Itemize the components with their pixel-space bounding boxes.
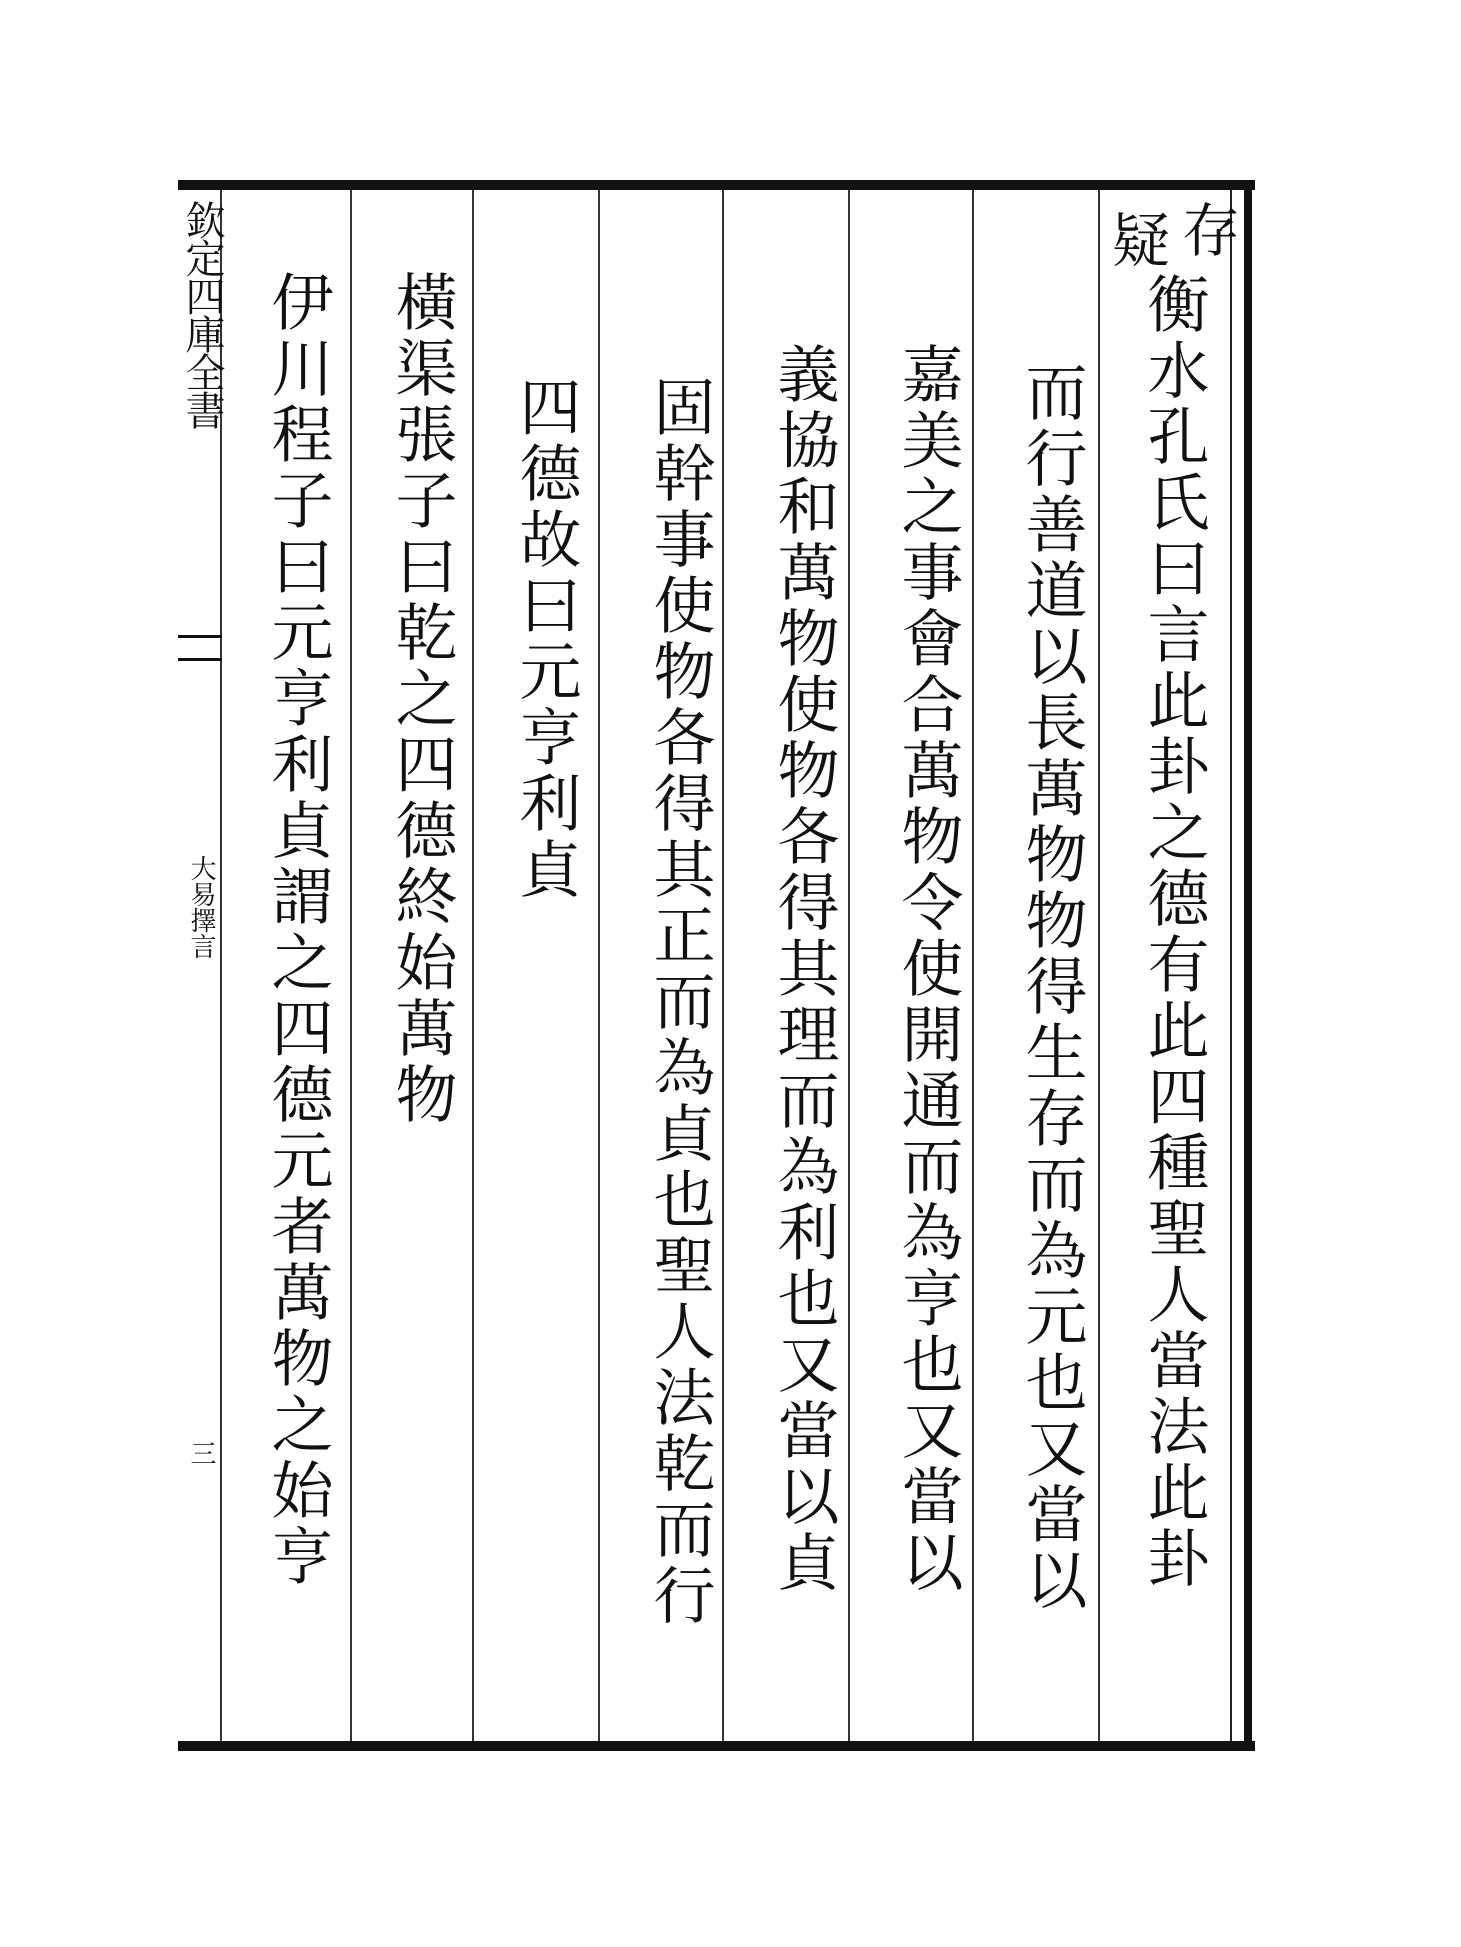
column-rule <box>848 190 850 1741</box>
column-rule <box>972 190 974 1741</box>
text-column-5: 固幹事使物各得其正而為貞也聖人法乾而行 <box>643 375 716 1629</box>
text-column-4: 義協和萬物使物各得其理而為利也又當以貞 <box>767 342 840 1596</box>
text-column-6: 四德故曰元亨利貞 <box>509 375 582 903</box>
column-rule <box>472 190 474 1741</box>
page-number: 三 <box>186 1440 216 1466</box>
section-title: 大易擇言 <box>186 855 216 959</box>
column-rule <box>1098 190 1100 1741</box>
text-column-8: 伊川程子曰元亨利貞謂之四德元者萬物之始亨 <box>261 270 334 1590</box>
fishtail-mark <box>178 635 222 661</box>
frame-bottom-border <box>178 1741 1255 1751</box>
column-rule <box>598 190 600 1741</box>
text-column-7: 橫渠張子曰乾之四德終始萬物 <box>385 270 458 1128</box>
book-title: 欽定四庫全書 <box>179 200 225 428</box>
text-column-2: 而行善道以長萬物物得生存而為元也又當以 <box>1015 360 1088 1614</box>
text-column-1: 衡水孔氏曰言此卦之德有此四種聖人當法此卦 <box>1137 272 1210 1592</box>
frame-right-inner-line <box>1230 190 1232 1741</box>
frame-top-border <box>178 180 1255 190</box>
frame-right-border <box>1244 180 1252 1751</box>
text-column-3: 嘉美之事會合萬物令使開通而為亨也又當以 <box>891 342 964 1596</box>
column-rule <box>350 190 352 1741</box>
label-char-1: 存 <box>1182 197 1241 265</box>
label-char-2: 疑 <box>1112 207 1171 275</box>
